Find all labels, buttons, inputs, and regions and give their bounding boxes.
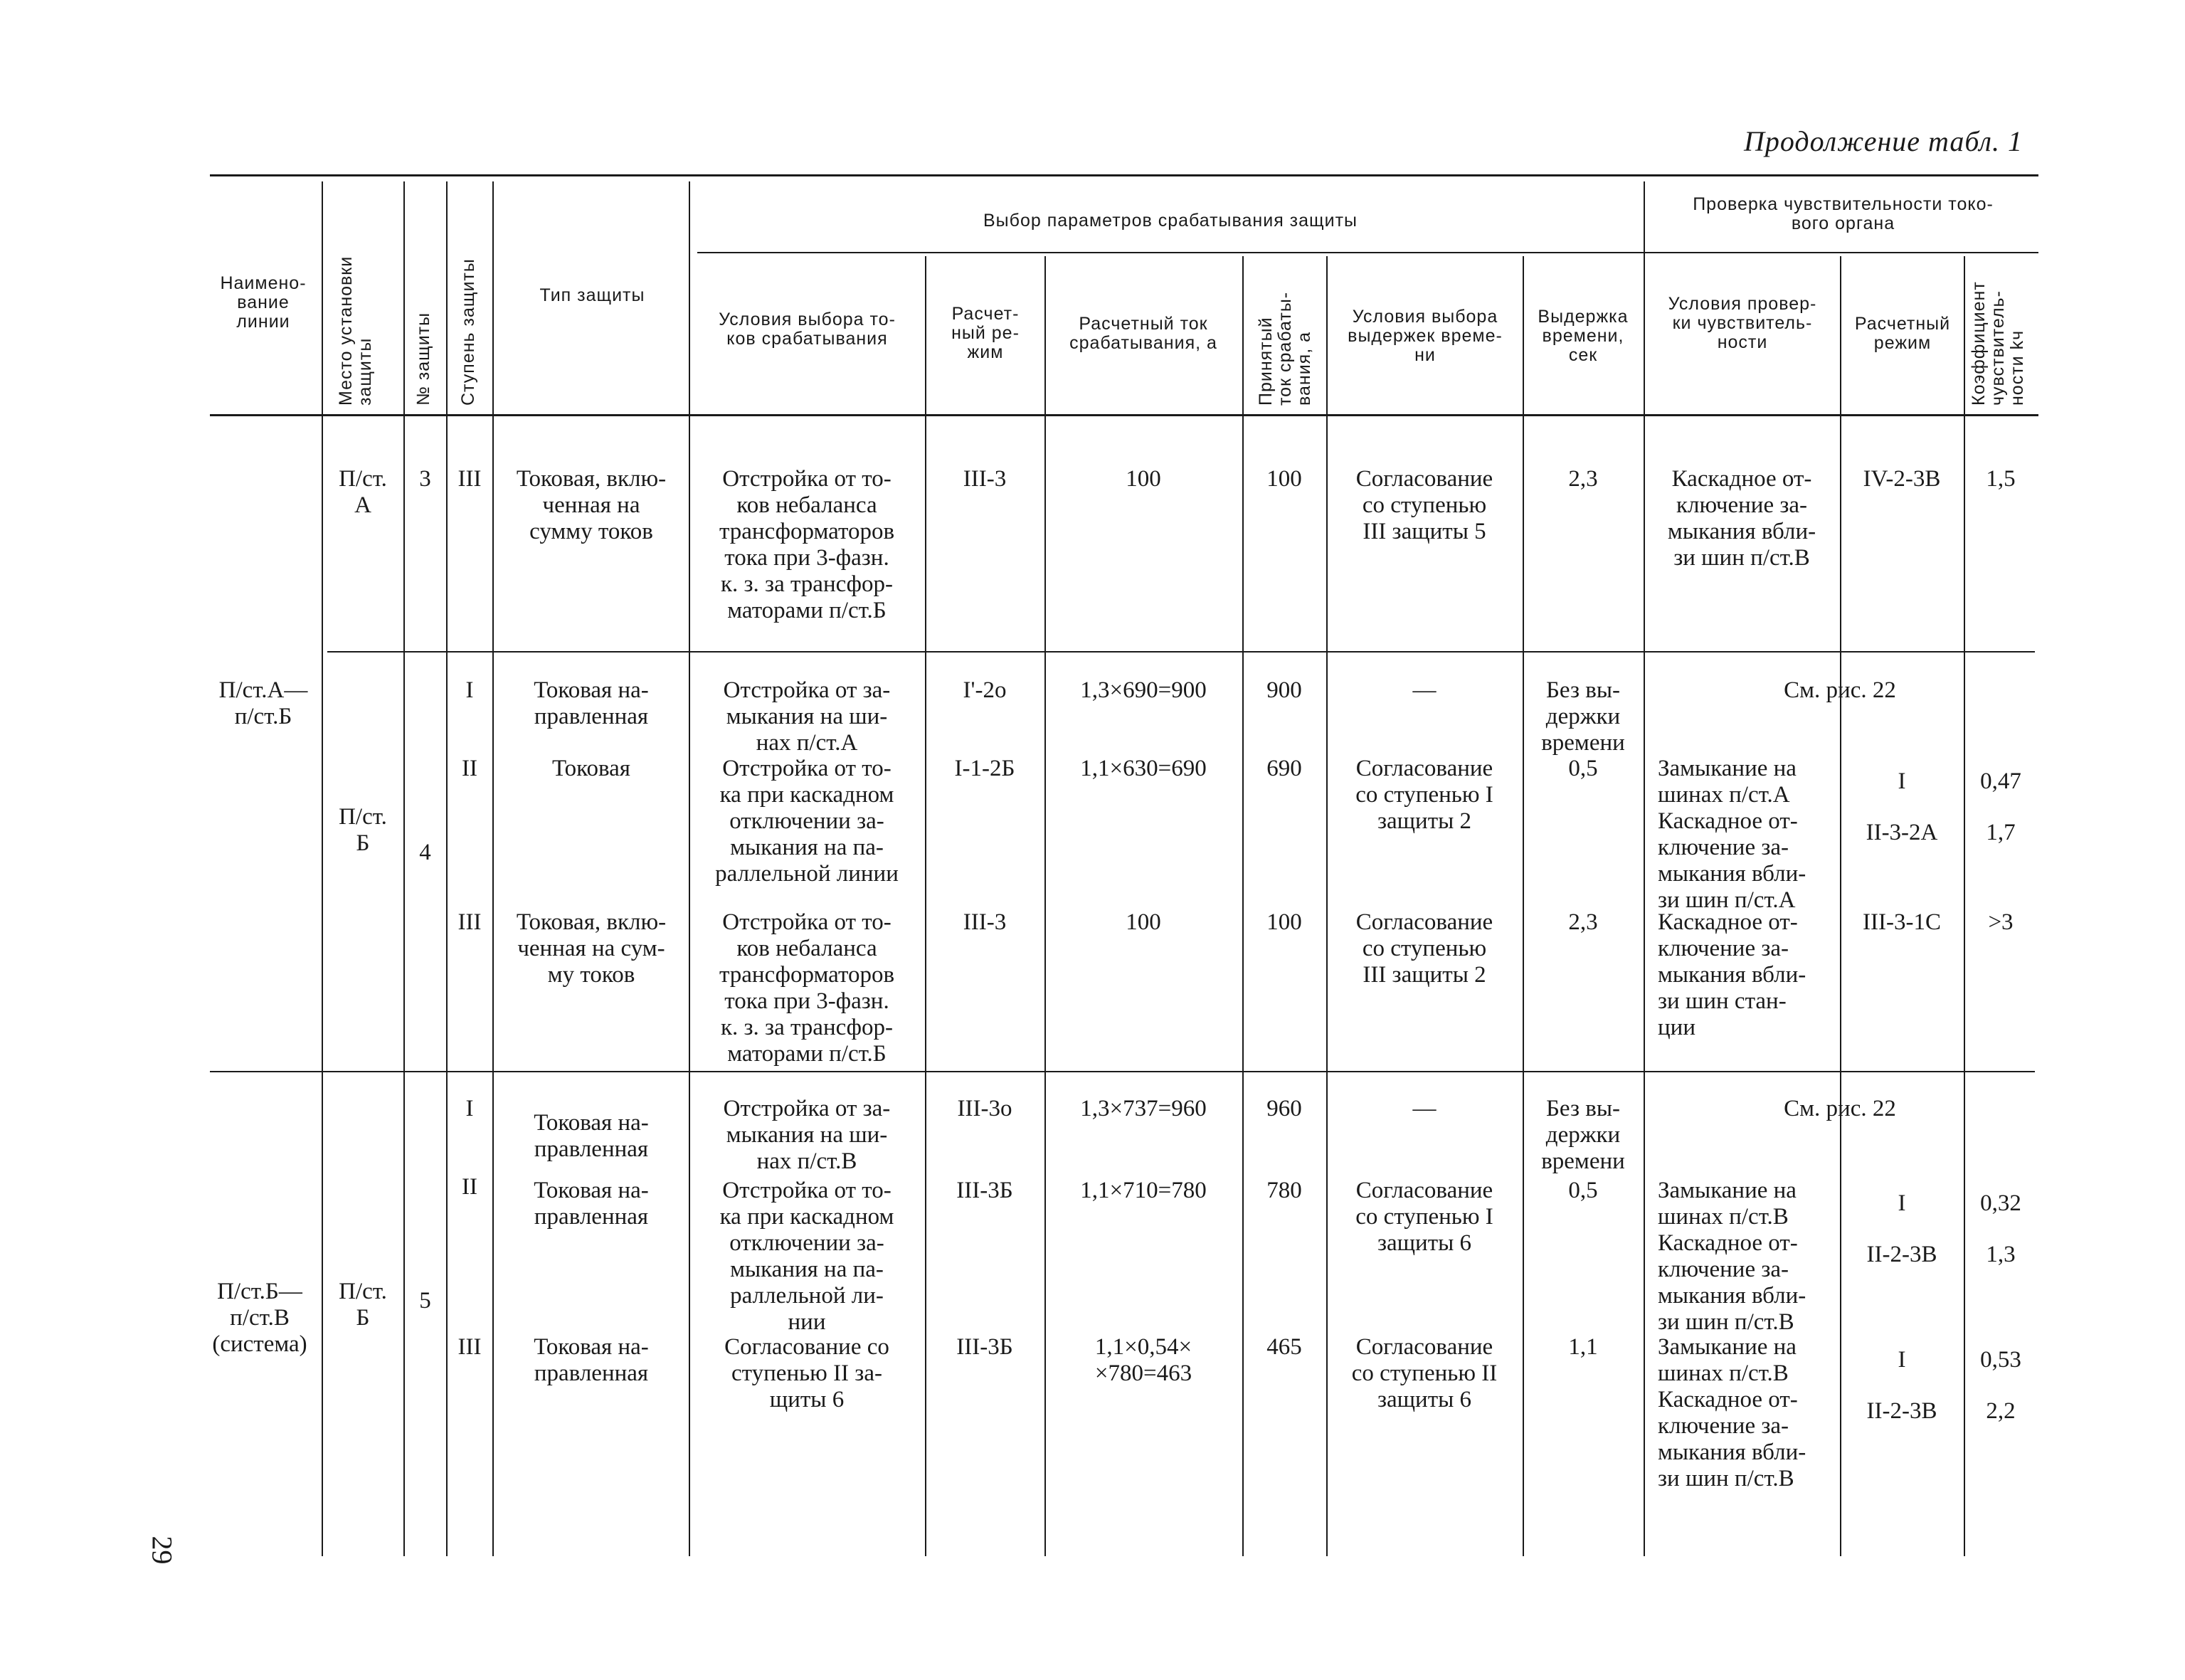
calc-current-cell: 100: [1126, 909, 1161, 935]
delay-condition-cell: Согласование со ступенью I защиты 6: [1355, 1178, 1493, 1256]
condition-cell: Отстройка от то- ка при каскадном отключении за- мыкания на па- раллельной линии: [715, 756, 899, 887]
protection-no-cell: 3: [419, 466, 431, 492]
header-protection-no: № защиты: [413, 312, 433, 406]
header-delay: Выдержка времени, сек: [1538, 307, 1629, 365]
accepted-current-cell: 960: [1266, 1096, 1302, 1121]
row-rule-1: [327, 651, 2035, 653]
mode-cell: III-3Б: [956, 1334, 1013, 1360]
sens-mode-cell: IV-2-3В: [1863, 466, 1941, 492]
install-place-cell: П/ст. А: [339, 466, 387, 518]
sens-condition-cell: Замыкание на шинах п/ст.А Каскадное от- ключение за- мыкания вбли- зи шин п/ст.А: [1658, 756, 1806, 913]
mode-cell: III-3: [963, 909, 1007, 935]
line-name-cell: П/ст.Б— п/ст.В (система): [212, 1279, 307, 1357]
line-name-cell: П/ст.А— п/ст.Б: [218, 677, 308, 729]
stage-cell: I: [465, 1096, 474, 1121]
mode-cell: III-3Б: [956, 1178, 1013, 1203]
install-place-cell: П/ст. Б: [339, 1279, 387, 1331]
delay-cell: Без вы- держки времени: [1541, 677, 1625, 756]
delay-condition-cell: Согласование со ступенью III защиты 5: [1355, 466, 1493, 544]
install-place-cell: П/ст. Б: [339, 804, 387, 856]
type-cell: Токовая на- правленная: [534, 1178, 649, 1230]
header-calc-mode: Расчет- ный ре- жим: [951, 304, 1020, 362]
sens-coef-cell: 1,5: [1986, 466, 2016, 492]
header-sensitivity-group: Проверка чувствительности токо- вого органа: [1693, 194, 1994, 233]
header-sens-coef: Коэффициент чувствитель- ности kч: [1969, 281, 2027, 406]
col-rule: [1644, 181, 1645, 1556]
delay-cell: 0,5: [1568, 1178, 1598, 1203]
calc-current-cell: 1,3×737=960: [1080, 1096, 1207, 1121]
mode-cell: III-3о: [957, 1096, 1012, 1121]
col-rule: [403, 181, 405, 1556]
delay-condition-cell: Согласование со ступенью III защиты 2: [1355, 909, 1493, 988]
stage-cell: III: [457, 909, 482, 935]
stage-cell: II: [462, 756, 477, 781]
accepted-current-cell: 465: [1266, 1334, 1302, 1360]
col-rule: [925, 256, 926, 1556]
delay-condition-cell: —: [1412, 677, 1437, 703]
calc-current-cell: 1,1×710=780: [1080, 1178, 1207, 1203]
calc-current-cell: 1,3×690=900: [1080, 677, 1207, 703]
calc-current-cell: 100: [1126, 466, 1161, 492]
mode-cell: III-3: [963, 466, 1007, 492]
condition-cell: Отстройка от то- ка при каскадном отключении за- мыкания на па- раллельной ли- нии: [719, 1178, 894, 1335]
delay-cell: Без вы- держки времени: [1541, 1096, 1625, 1174]
params-group-rule: [697, 252, 1651, 253]
header-install-place: Место установки защиты: [336, 255, 375, 406]
table-top-rule: [210, 174, 2038, 176]
see-figure-note: См. рис. 22: [1784, 677, 1896, 703]
header-calc-current: Расчетный ток срабатывания, а: [1069, 314, 1217, 353]
sensitivity-group-rule: [1651, 252, 2038, 253]
type-cell: Токовая на- правленная: [534, 1110, 649, 1162]
type-cell: Токовая на- правленная: [534, 677, 649, 729]
col-rule: [1523, 256, 1524, 1556]
header-sens-mode: Расчетный режим: [1854, 314, 1951, 353]
sens-coef-cell: 0,53 2,2: [1980, 1347, 2021, 1424]
row-rule-2: [210, 1071, 2035, 1072]
condition-cell: Отстройка от то- ков небаланса трансформаторов тока при 3-фазн. к. з. за трансфор- маторами п/ст.Б: [719, 466, 895, 623]
condition-cell: Согласование со ступенью II за- щиты 6: [724, 1334, 889, 1412]
type-cell: Токовая: [551, 756, 630, 781]
type-cell: Токовая, вклю- ченная на сум- му токов: [516, 909, 667, 988]
header-stage: Ступень защиты: [458, 258, 478, 406]
stage-cell: III: [457, 1334, 482, 1360]
col-rule: [322, 181, 323, 1556]
calc-current-cell: 1,1×0,54× ×780=463: [1094, 1334, 1192, 1386]
type-cell: Токовая на- правленная: [534, 1334, 649, 1386]
sens-coef-cell: >3: [1988, 909, 2014, 935]
sens-mode-cell: I II-2-3В: [1866, 1190, 1937, 1267]
calc-current-cell: 1,1×630=690: [1080, 756, 1207, 781]
col-rule: [446, 181, 448, 1556]
condition-cell: Отстройка от за- мыкания на ши- нах п/ст.А: [723, 677, 891, 756]
sens-condition-cell: Замыкание на шинах п/ст.В Каскадное от- ключение за- мыкания вбли- зи шин п/ст.В: [1658, 1334, 1806, 1491]
delay-cell: 0,5: [1568, 756, 1598, 781]
page-number: 29: [146, 1536, 179, 1565]
sens-condition-cell: Каскадное от- ключение за- мыкания вбли- зи шин стан- ции: [1658, 909, 1806, 1040]
delay-condition-cell: Согласование со ступенью II защиты 6: [1351, 1334, 1498, 1412]
sens-mode-cell: I II-2-3В: [1866, 1347, 1937, 1424]
stage-cell: I: [465, 677, 474, 703]
header-params-group: Выбор параметров срабатывания защиты: [983, 211, 1358, 231]
delay-cell: 1,1: [1568, 1334, 1598, 1360]
stage-cell: II: [462, 1174, 477, 1200]
sens-coef-cell: 0,47 1,7: [1980, 768, 2021, 845]
delay-condition-cell: Согласование со ступенью I защиты 2: [1355, 756, 1493, 834]
sens-mode-cell: I II-3-2А: [1866, 768, 1938, 845]
stage-cell: III: [457, 466, 482, 492]
header-bottom-rule: [210, 414, 2038, 416]
header-protection-type: Тип защиты: [539, 285, 645, 305]
sens-condition-cell: Каскадное от- ключение за- мыкания вбли- зи шин п/ст.В: [1667, 466, 1816, 571]
protection-no-cell: 5: [419, 1288, 431, 1314]
sens-condition-cell: Замыкание на шинах п/ст.В Каскадное от- ключение за- мыкания вбли- зи шин п/ст.В: [1658, 1178, 1806, 1335]
delay-cell: 2,3: [1568, 909, 1598, 935]
header-sens-conditions: Условия провер- ки чувствитель- ности: [1668, 294, 1817, 352]
condition-cell: Отстройка от за- мыкания на ши- нах п/ст.В: [723, 1096, 891, 1174]
delay-condition-cell: —: [1412, 1096, 1437, 1121]
condition-cell: Отстройка от то- ков небаланса трансформаторов тока при 3-фазн. к. з. за трансфор- маторами п/ст.Б: [719, 909, 895, 1067]
header-accepted-current: Принятый ток срабаты- вания, а: [1256, 291, 1314, 406]
accepted-current-cell: 690: [1266, 756, 1302, 781]
sens-coef-cell: 0,32 1,3: [1980, 1190, 2021, 1267]
table-caption: Продолжение табл. 1: [1743, 125, 2023, 157]
header-delay-conditions: Условия выбора выдержек време- ни: [1348, 307, 1503, 365]
mode-cell: I'-2о: [963, 677, 1007, 703]
sens-mode-cell: III-3-1С: [1863, 909, 1941, 935]
accepted-current-cell: 900: [1266, 677, 1302, 703]
col-rule: [1242, 256, 1244, 1556]
type-cell: Токовая, вклю- ченная на сумму токов: [516, 466, 667, 544]
accepted-current-cell: 100: [1266, 909, 1302, 935]
col-rule: [492, 181, 494, 1556]
mode-cell: I-1-2Б: [954, 756, 1015, 781]
see-figure-note: См. рис. 22: [1784, 1096, 1896, 1121]
header-line-name: Наимено- вание линии: [220, 273, 307, 332]
header-current-conditions: Условия выбора то- ков срабатывания: [719, 310, 896, 349]
protection-no-cell: 4: [419, 840, 431, 865]
delay-cell: 2,3: [1568, 466, 1598, 492]
accepted-current-cell: 780: [1266, 1178, 1302, 1203]
accepted-current-cell: 100: [1266, 466, 1302, 492]
